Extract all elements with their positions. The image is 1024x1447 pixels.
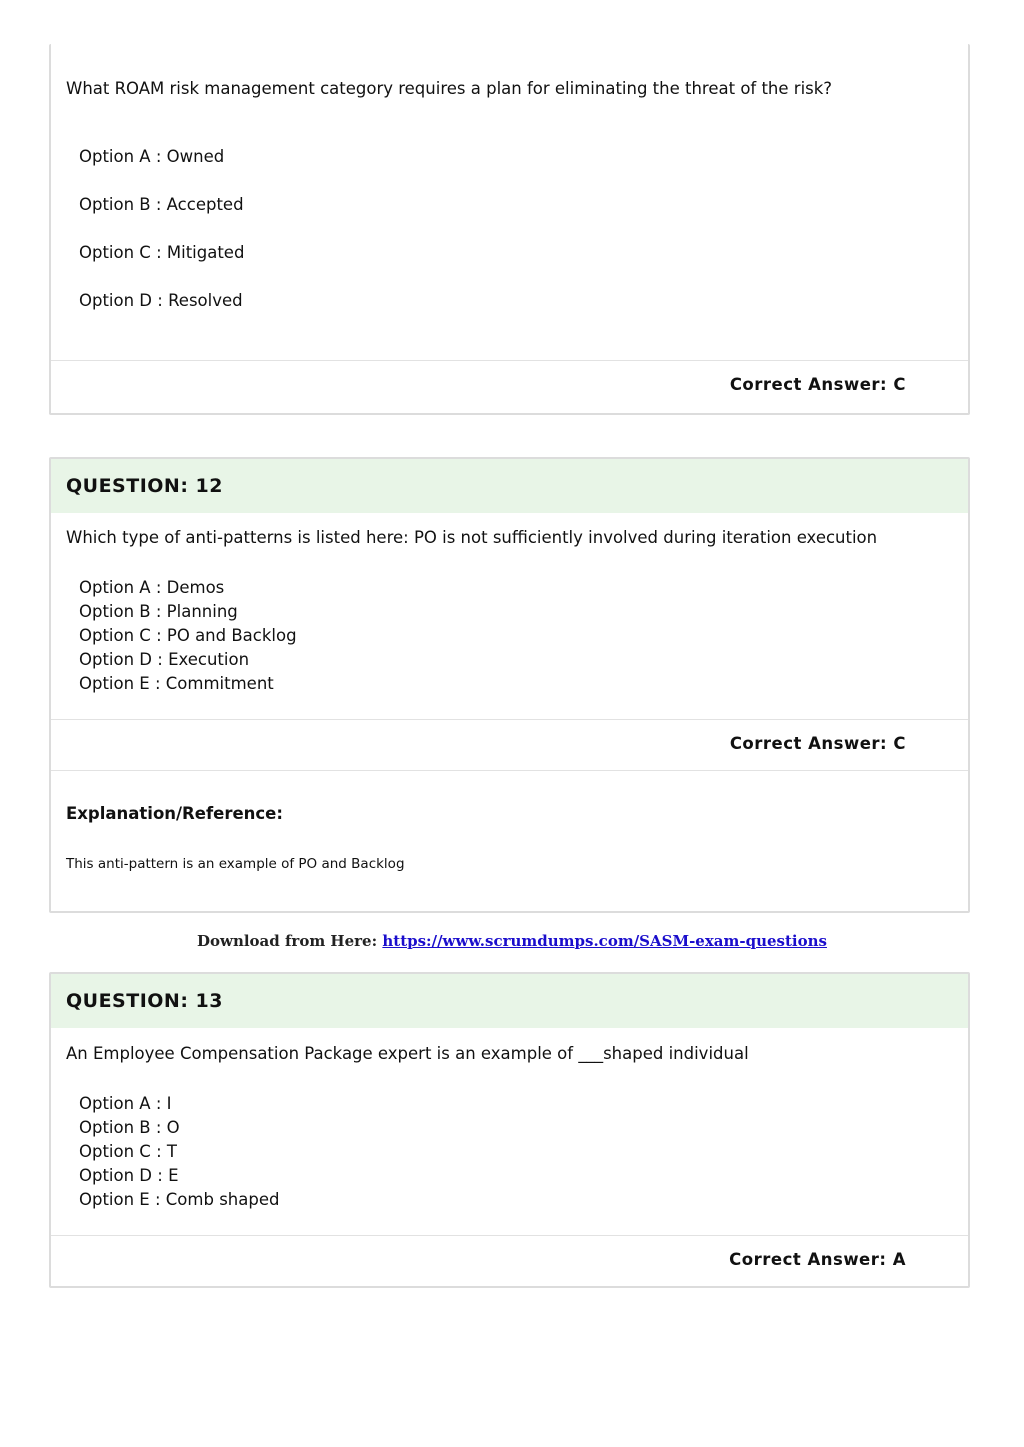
- question-11-option-a: Option A : Owned: [79, 147, 225, 166]
- question-12-option-e: Option E : Commitment: [79, 674, 274, 693]
- question-13-option-b: Option B : O: [79, 1118, 180, 1137]
- question-13-correct-answer: Correct Answer: A: [729, 1250, 906, 1269]
- question-12-text: Which type of anti-patterns is listed here: PO is not sufficiently involved during iteration execution: [66, 528, 878, 547]
- question-13-heading: QUESTION: 13: [51, 974, 968, 1028]
- question-12-divider-bottom: [51, 770, 968, 771]
- question-12-card: [49, 457, 970, 913]
- question-12-option-b: Option B : Planning: [79, 602, 238, 621]
- question-13-option-c: Option C : T: [79, 1142, 177, 1161]
- question-13-text: An Employee Compensation Package expert is an example of ___shaped individual: [66, 1044, 749, 1063]
- question-12-divider-top: [51, 719, 968, 720]
- question-11-option-d: Option D : Resolved: [79, 291, 243, 310]
- question-13-option-e: Option E : Comb shaped: [79, 1190, 280, 1209]
- question-13-card: [49, 972, 970, 1288]
- question-11-correct-answer: Correct Answer: C: [729, 375, 906, 394]
- question-12-option-a: Option A : Demos: [79, 578, 225, 597]
- question-12-option-c: Option C : PO and Backlog: [79, 626, 297, 645]
- download-link[interactable]: https://www.scrumdumps.com/SASM-exam-questions: [382, 932, 827, 950]
- question-11-divider: [51, 360, 968, 361]
- question-11-option-b: Option B : Accepted: [79, 195, 244, 214]
- question-12-explanation-title: Explanation/Reference:: [66, 804, 283, 823]
- question-13-divider: [51, 1235, 968, 1236]
- question-12-options: [79, 576, 297, 696]
- question-12-option-d: Option D : Execution: [79, 650, 250, 669]
- question-13-option-a: Option A : I: [79, 1094, 172, 1113]
- question-11-option-c: Option C : Mitigated: [79, 243, 245, 262]
- question-13-options: [79, 1092, 279, 1212]
- question-12-correct-answer: Correct Answer: C: [729, 734, 906, 753]
- question-13-option-d: Option D : E: [79, 1166, 179, 1185]
- question-11-card: [49, 44, 970, 415]
- download-label: Download from Here:: [197, 932, 383, 950]
- question-12-explanation-text: This anti-pattern is an example of PO and Backlog: [66, 856, 405, 872]
- question-11-text: What ROAM risk management category requires a plan for eliminating the threat of the risk?: [66, 79, 833, 98]
- download-line: [0, 932, 1024, 950]
- question-12-heading: QUESTION: 12: [51, 459, 968, 513]
